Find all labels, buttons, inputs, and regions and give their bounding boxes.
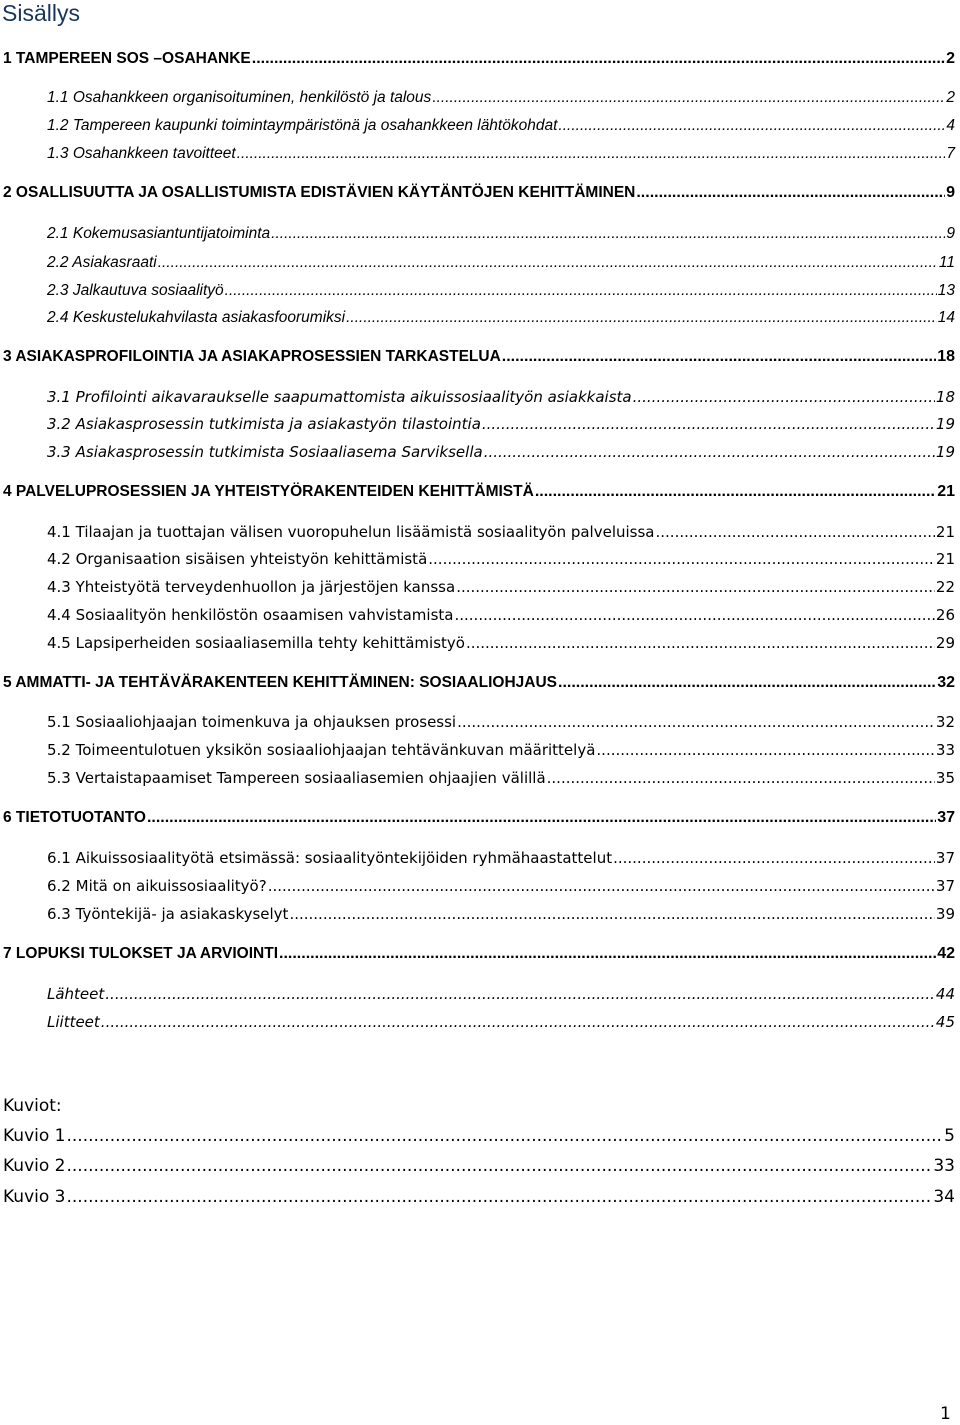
toc-entry-chapter-4[interactable]: 4 PALVELUPROSESSIEN JA YHTEISTYÖRAKENTEIDEN KEHITTÄMISTÄ ..... 21 [3, 482, 955, 502]
toc-entry-1-1[interactable]: 1.1 Osahankkeen organisoituminen, henkilöstö ja talous ..... 2 [47, 88, 955, 108]
toc-entry-chapter-2[interactable]: 2 OSALLISUUTTA JA OSALLISTUMISTA EDISTÄVIEN KÄYTÄNTÖJEN KEHITTÄMINEN ..... 9 [3, 183, 955, 203]
toc-entry-5-1[interactable]: 5.1 Sosiaaliohjaajan toimenkuva ja ohjauksen prosessi ..... 32 [47, 712, 955, 732]
toc-entry-chapter-7[interactable]: 7 LOPUKSI TULOKSET JA ARVIOINTI ..... 42 [3, 944, 955, 964]
toc-entry-chapter-3[interactable]: 3 ASIAKASPROFILOINTIA JA ASIAKAPROSESSIEN TARKASTELUA ..... 18 [3, 347, 955, 367]
toc-entry-6-2[interactable]: 6.2 Mitä on aikuissosiaalityö? ..... 37 [47, 876, 955, 896]
toc-entry-4-3[interactable]: 4.3 Yhteistyötä terveydenhuollon ja järjestöjen kanssa ..... 22 [47, 577, 955, 597]
figure-entry-3[interactable]: Kuvio 3 ..... 34 [3, 1187, 955, 1207]
toc-entry-sources[interactable]: Lähteet ..... 44 [47, 984, 955, 1004]
toc-entry-2-1[interactable]: 2.1 Kokemusasiantuntijatoiminta ..... 9 [47, 224, 955, 244]
toc-entry-5-3[interactable]: 5.3 Vertaistapaamiset Tampereen sosiaaliasemien ohjaajien välillä ..... 35 [47, 768, 955, 788]
toc-entry-3-2[interactable]: 3.2 Asiakasprosessin tutkimista ja asiakastyön tilastointia ..... 19 [47, 414, 955, 434]
toc-entry-4-1[interactable]: 4.1 Tilaajan ja tuottajan välisen vuoropuhelun lisäämistä sosiaalityön palveluissa ..... 21 [47, 522, 955, 542]
figure-entry-1[interactable]: Kuvio 1 ..... 5 [3, 1126, 955, 1146]
toc-entry-4-2[interactable]: 4.2 Organisaation sisäisen yhteistyön kehittämistä ..... 21 [47, 549, 955, 569]
toc-entry-1-3[interactable]: 1.3 Osahankkeen tavoitteet ..... 7 [47, 144, 955, 164]
toc-entry-1-2[interactable]: 1.2 Tampereen kaupunki toimintaympäristönä ja osahankkeen lähtökohdat ..... 4 [47, 116, 955, 136]
toc-entry-3-3[interactable]: 3.3 Asiakasprosessin tutkimista Sosiaaliasema Sarviksella ..... 19 [47, 442, 955, 462]
toc-entry-3-1[interactable]: 3.1 Profilointi aikavaraukselle saapumattomista aikuissosiaalityön asiakkaista ..... 18 [47, 387, 955, 407]
toc-entry-2-2[interactable]: 2.2 Asiakasraati ..... 11 [47, 253, 955, 273]
toc-heading: Sisällys [2, 0, 80, 26]
figures-title: Kuviot: [3, 1096, 62, 1116]
figure-entry-2[interactable]: Kuvio 2 ..... 33 [3, 1156, 955, 1176]
toc-entry-2-4[interactable]: 2.4 Keskustelukahvilasta asiakasfoorumiksi ..... 14 [47, 308, 955, 328]
toc-entry-appendices[interactable]: Liitteet ..... 45 [47, 1012, 955, 1032]
page-number: 1 [940, 1404, 951, 1424]
toc-entry-chapter-1[interactable]: 1 TAMPEREEN SOS –OSAHANKE ..... 2 [3, 49, 955, 69]
toc-entry-5-2[interactable]: 5.2 Toimeentulotuen yksikön sosiaaliohjaajan tehtävänkuvan määrittelyä ..... 33 [47, 740, 955, 760]
toc-entry-6-1[interactable]: 6.1 Aikuissosiaalityötä etsimässä: sosiaalityöntekijöiden ryhmähaastattelut ..... 37 [47, 848, 955, 868]
toc-entry-chapter-6[interactable]: 6 TIETOTUOTANTO ..... 37 [3, 808, 955, 828]
toc-entry-4-4[interactable]: 4.4 Sosiaalityön henkilöstön osaamisen vahvistamista ..... 26 [47, 605, 955, 625]
toc-entry-6-3[interactable]: 6.3 Työntekijä- ja asiakaskyselyt ..... 39 [47, 904, 955, 924]
toc-entry-2-3[interactable]: 2.3 Jalkautuva sosiaalityö ..... 13 [47, 281, 955, 301]
toc-entry-chapter-5[interactable]: 5 AMMATTI- JA TEHTÄVÄRAKENTEEN KEHITTÄMINEN: SOSIAALIOHJAUS ..... 32 [3, 673, 955, 693]
toc-entry-4-5[interactable]: 4.5 Lapsiperheiden sosiaaliasemilla tehty kehittämistyö ..... 29 [47, 633, 955, 653]
